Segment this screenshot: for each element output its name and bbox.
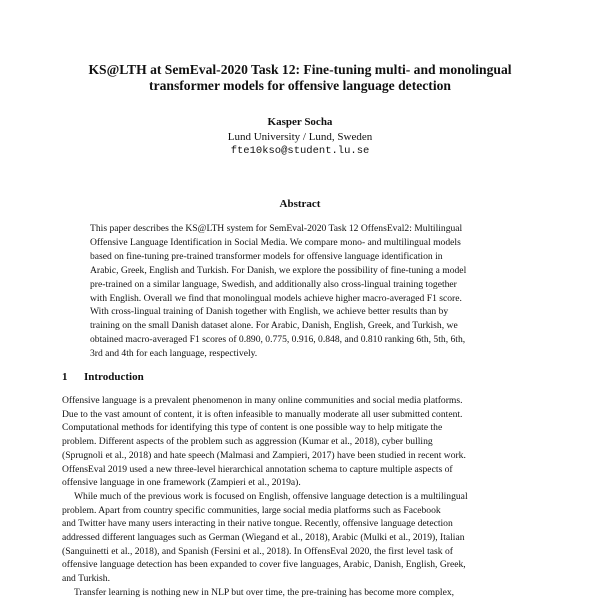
body-line: and Turkish. [62,573,110,585]
abstract-line: 3rd and 4th for each language, respectively. [90,348,258,360]
body-line: addressed different languages such as German (Wiegand et al., 2018), Arabic (Mulki et al., 2019), Italian [62,532,465,544]
section-title: Introduction [84,371,144,383]
abstract-line: obtained macro-averaged F1 scores of 0.890, 0.775, 0.916, 0.848, and 0.810 ranking 6th, 5th, 6th, [90,334,466,346]
abstract-heading: Abstract [279,198,321,210]
body-line: problem. Different aspects of the problem such as aggression (Kumar et al., 2018), cyber bulling [62,436,433,448]
body-line: OffensEval 2019 used a new three-level hierarchical annotation schema to capture multiple aspects of [62,463,453,475]
abstract-line: based on fine-tuning pre-trained transformer models for offensive language identification in [90,250,443,262]
abstract-line: pre-trained on a similar language, Swedish, and additionally also cross-lingual training together [90,278,457,290]
author-affiliation: Lund University / Lund, Sweden [227,130,373,143]
abstract-line: Offensive Language Identification in Social Media. We compare mono- and multilingual models [90,236,461,248]
abstract-line: This paper describes the KS@LTH system for SemEval-2020 Task 12 OffensEval2: Multilingual [90,223,463,234]
author-name: Kasper Socha [267,116,333,128]
body-line: problem. Apart from country specific communities, large social media platforms such as Facebook [62,504,441,516]
section-heading [62,371,144,383]
author-email: fte10kso@student.lu.se [230,145,370,157]
introduction-body [62,394,540,600]
section-number: 1 [62,371,68,383]
body-line: offensive language detection has been expanded to cover five languages, Arabic, Danish, English, Greek, [62,559,466,571]
body-line: Due to the vast amount of content, it is often infeasible to manually moderate all user submitted content. [62,408,463,420]
abstract-line: with English. Overall we find that monolingual models achieve higher macro-averaged F1 score. [90,292,462,304]
title-line-2: transformer models for offensive language detection [149,78,451,93]
body-line: (Sanguinetti et al., 2018), and Spanish (Fersini et al., 2018). In OffensEval 2020, the first level task of [62,545,453,557]
abstract-line: training on the small Danish dataset alone. For Arabic, Danish, English, Greek, and Turkish, we [90,320,458,332]
body-line: Transfer learning is nothing new in NLP but over time, the pre-training has become more complex, [74,586,455,598]
abstract-line: With cross-lingual training of Danish together with English, we achieve better results than by [90,306,449,318]
body-line: and Twitter have many users interacting in their native tongue. Recently, offensive language detection [62,518,453,530]
body-line: While much of the previous work is focused on English, offensive language detection is a multilingual [74,490,468,502]
body-line: (Sprugnoli et al., 2018) and hate speech (Malmasi and Zampieri, 2017) have been studied in recent work. [62,449,466,461]
abstract-line: Arabic, Greek, English and Turkish. For Danish, we explore the possibility of fine-tuning a model [90,264,467,276]
author-block [0,115,600,159]
body-line: offensive language in one framework (Zampieri et al., 2019a). [62,477,301,489]
body-line: Computational methods for identifying this type of content is one possible way to help mitigate the [62,422,443,434]
abstract-body [90,222,522,361]
paper-title [40,62,560,94]
body-line: Offensive language is a prevalent phenomenon in many online communities and social media platforms. [62,395,463,406]
title-line-1: KS@LTH at SemEval-2020 Task 12: Fine-tuning multi- and monolingual [88,62,512,77]
